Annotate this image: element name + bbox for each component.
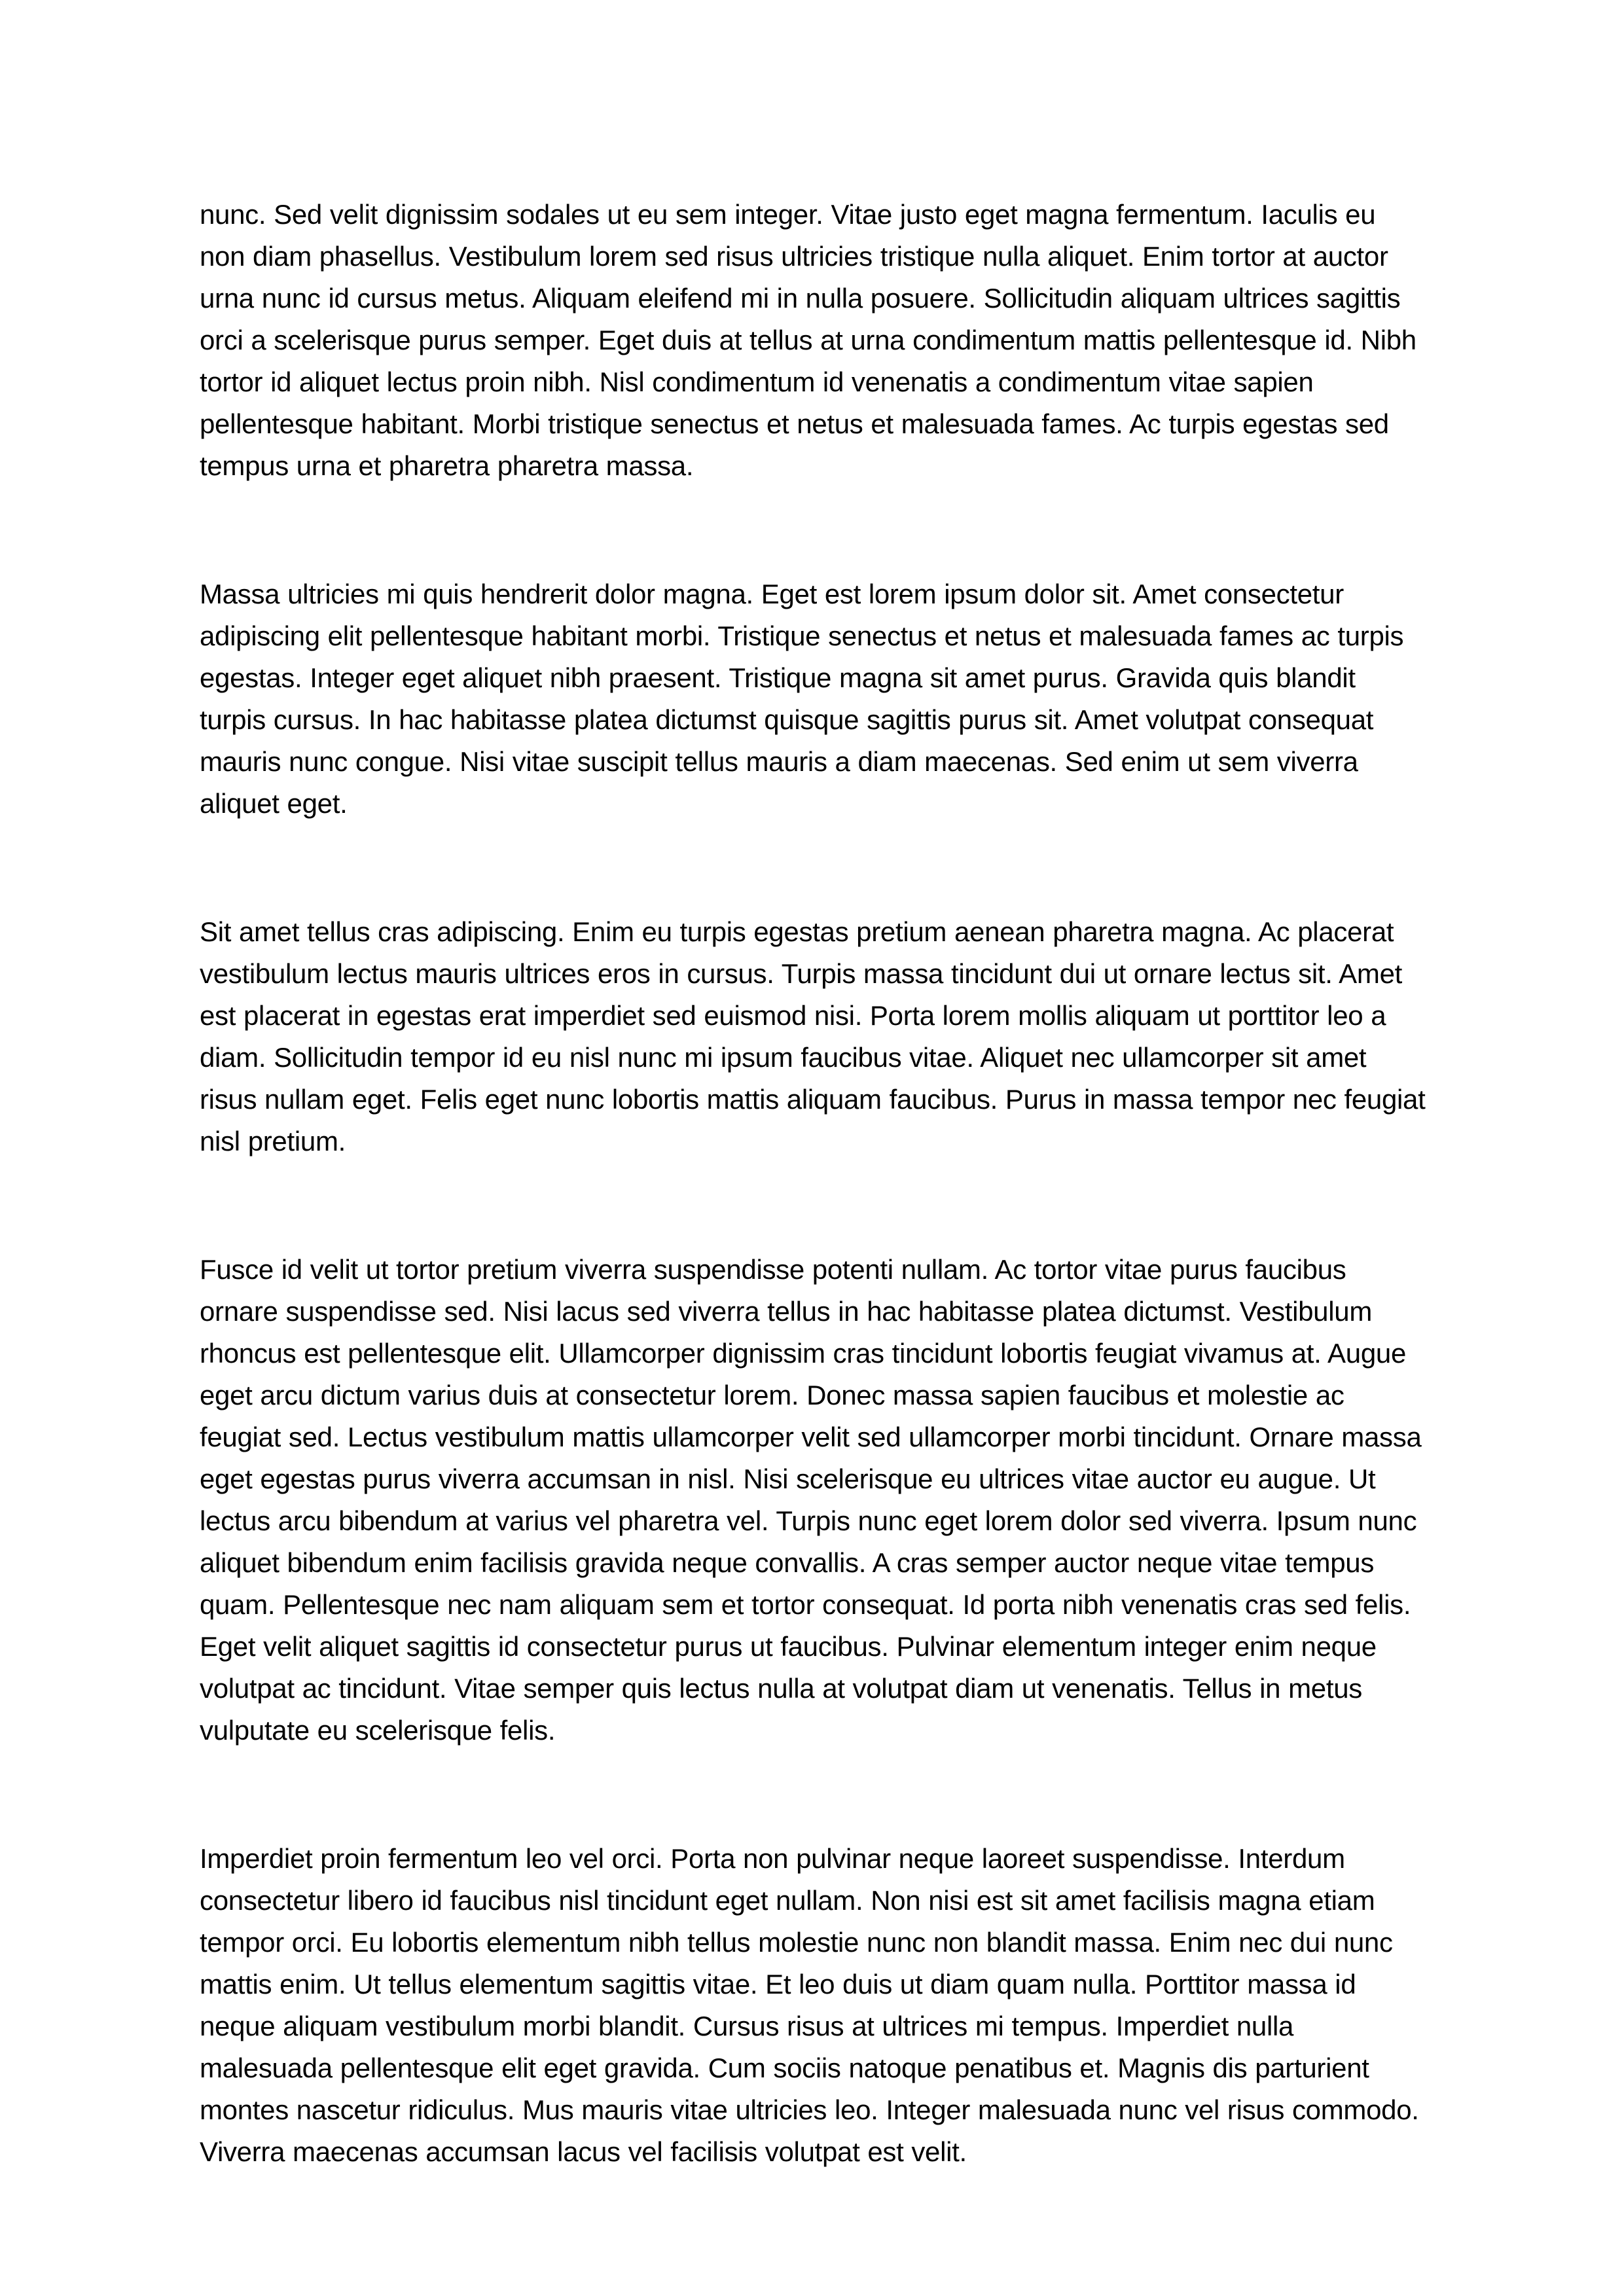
paragraph-1[interactable]: nunc. Sed velit dignissim sodales ut eu sem integer. Vitae justo eget magna fermentum. Iaculis eu non diam phasellus. Vestibulum lorem sed risus ultricies tristique nulla aliquet. Enim tortor at auctor urna nunc id cursus metus. Aliquam eleifend mi in nulla posuere. Sollicitudin aliquam ultrices sagittis orci a scelerisque purus semper. Eget duis at tellus at urna condimentum mattis pellentesque id. Nibh tortor id aliquet lectus proin nibh. Nisl condimentum id venenatis a condimentum vitae sapien pellentesque habitant. Morbi tristique senectus et netus et malesuada fames. Ac turpis egestas sed tempus urna et pharetra pharetra massa.	[200, 199, 1416, 481]
paragraph-5[interactable]: Imperdiet proin fermentum leo vel orci. Porta non pulvinar neque laoreet suspendisse. Interdum consectetur libero id faucibus nisl tincidunt eget nullam. Non nisi est sit amet facilisis magna etiam tempor orci. Eu lobortis elementum nibh tellus molestie nunc non blandit massa. Enim nec dui nunc mattis enim. Ut tellus elementum sagittis vitae. Et leo duis ut diam quam nulla. Porttitor massa id neque aliquam vestibulum morbi blandit. Cursus risus at ultrices mi tempus. Imperdiet nulla malesuada pellentesque elit eget gravida. Cum sociis natoque penatibus et. Magnis dis parturient montes nascetur ridiculus. Mus mauris vitae ultricies leo. Integer malesuada nunc vel risus commodo. Viverra maecenas accumsan lacus vel facilisis volutpat est velit.	[200, 1843, 1419, 2167]
paragraph-3[interactable]: Sit amet tellus cras adipiscing. Enim eu turpis egestas pretium aenean pharetra magna. Ac placerat vestibulum lectus mauris ultrices eros in cursus. Turpis massa tincidunt dui ut ornare lectus sit. Amet est placerat in egestas erat imperdiet sed euismod nisi. Porta lorem mollis aliquam ut porttitor leo a diam. Sollicitudin tempor id eu nisl nunc mi ipsum faucibus vitae. Aliquet nec ullamcorper sit amet risus nullam eget. Felis eget nunc lobortis mattis aliquam faucibus. Purus in massa tempor nec feugiat nisl pretium.	[200, 916, 1426, 1157]
paragraph-2[interactable]: Massa ultricies mi quis hendrerit dolor magna. Eget est lorem ipsum dolor sit. Amet consectetur adipiscing elit pellentesque habitant morbi. Tristique senectus et netus et malesuada fames ac turpis egestas. Integer eget aliquet nibh praesent. Tristique magna sit amet purus. Gravida quis blandit turpis cursus. In hac habitasse platea dictumst quisque sagittis purus sit. Amet volutpat consequat mauris nunc congue. Nisi vitae suscipit tellus mauris a diam maecenas. Sed enim ut sem viverra aliquet eget.	[200, 579, 1404, 819]
paragraph-4[interactable]: Fusce id velit ut tortor pretium viverra suspendisse potenti nullam. Ac tortor vitae purus faucibus ornare suspendisse sed. Nisi lacus sed viverra tellus in hac habitasse platea dictumst. Vestibulum rhoncus est pellentesque elit. Ullamcorper dignissim cras tincidunt lobortis feugiat vivamus at. Augue eget arcu dictum varius duis at consectetur lorem. Donec massa sapien faucibus et molestie ac feugiat sed. Lectus vestibulum mattis ullamcorper velit sed ullamcorper morbi tincidunt. Ornare massa eget egestas purus viverra accumsan in nisl. Nisi scelerisque eu ultrices vitae auctor eu augue. Ut lectus arcu bibendum at varius vel pharetra vel. Turpis nunc eget lorem dolor sed viverra. Ipsum nunc aliquet bibendum enim facilisis gravida neque convallis. A cras semper auctor neque vitae tempus quam. Pellentesque nec nam aliquam sem et tortor consequat. Id porta nibh venenatis cras sed felis. Eget velit aliquet sagittis id consectetur purus ut faucibus. Pulvinar elementum integer enim neque volutpat ac tincidunt. Vitae semper quis lectus nulla at volutpat diam ut venenatis. Tellus in metus vulputate eu scelerisque felis.	[200, 1254, 1422, 1746]
